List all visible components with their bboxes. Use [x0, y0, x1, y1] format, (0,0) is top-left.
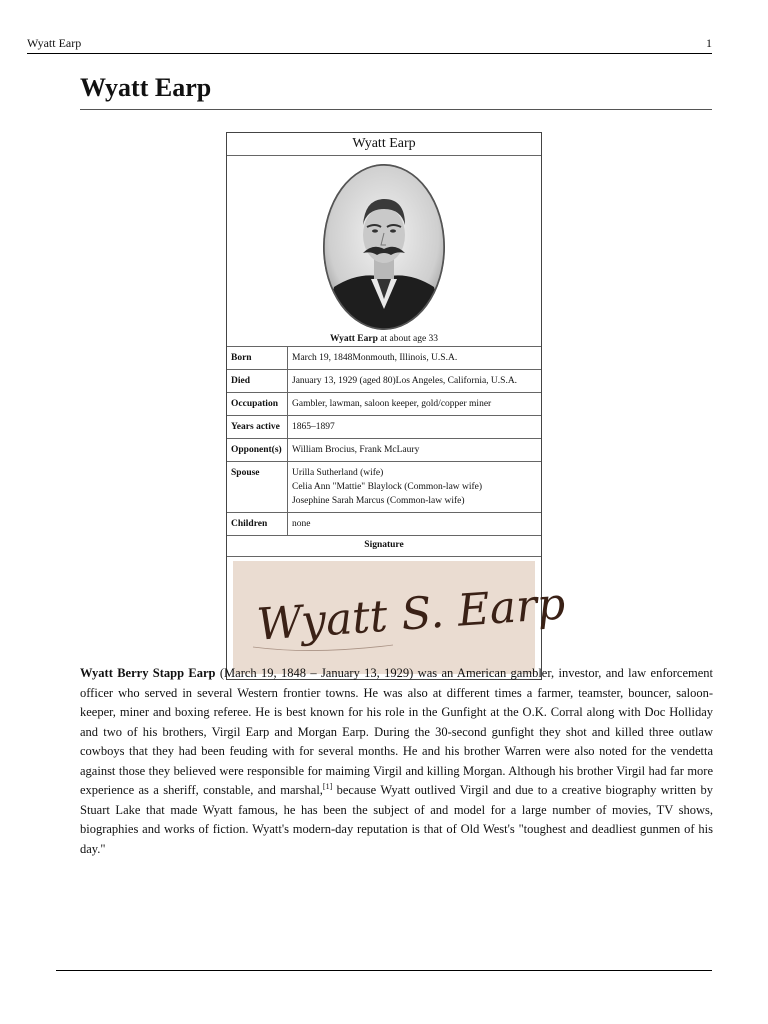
title-divider	[80, 109, 712, 110]
header-divider	[27, 53, 712, 54]
infobox-label: Spouse	[227, 462, 288, 512]
infobox-row-years-active	[227, 416, 541, 439]
article-paragraph	[80, 664, 713, 859]
portrait-image	[227, 156, 541, 331]
infobox-row-died	[227, 370, 541, 393]
portrait-caption-text: at about age 33	[377, 334, 439, 344]
infobox-row-spouse	[227, 462, 541, 513]
running-head-title: Wyatt Earp	[27, 36, 82, 50]
signature-drawing	[233, 561, 567, 674]
occupation-value: Gambler, lawman, saloon keeper, gold/copper miner	[292, 399, 492, 409]
infobox-row-opponents	[227, 439, 541, 462]
portrait-caption-name: Wyatt Earp	[329, 334, 378, 344]
infobox-value	[288, 416, 541, 438]
portrait-photo	[319, 159, 449, 331]
spouse-value: Urilla Sutherland (wife)	[292, 468, 384, 478]
infobox	[226, 132, 567, 680]
infobox-row-occupation	[227, 393, 541, 416]
infobox-label: Opponent(s)	[227, 439, 288, 461]
years-active-value: 1865–1897	[292, 422, 335, 432]
spouse-value: Josephine Sarah Marcus (Common-law wife)	[292, 496, 465, 506]
article-text-2: because Wyatt outlived Virgil and due to a creative biography written by Stuart Lake that made Wyatt famous, he has been the subject of and model for a large number of movies, TV shows, biographies and works of fiction. Wyatt's modern-day reputation is that of Old West's "toughest and deadliest gunmen of his day."	[80, 783, 713, 856]
died-value: January 13, 1929 (aged 80)Los Angeles, California, U.S.A.	[292, 376, 518, 386]
spouse-value: Celia Ann "Mattie" Blaylock (Common-law wife)	[292, 482, 483, 492]
infobox-label: Born	[227, 347, 288, 369]
footer-divider	[56, 970, 712, 971]
article-lead-name: Wyatt Berry Stapp Earp	[80, 666, 216, 680]
infobox-label: Years active	[227, 416, 288, 438]
signature-heading: Signature	[227, 536, 541, 557]
infobox-value	[288, 370, 541, 392]
opponents-value: William Brocius, Frank McLaury	[292, 445, 420, 455]
infobox-label: Died	[227, 370, 288, 392]
page-number: 1	[706, 36, 712, 50]
infobox-row-born	[227, 347, 541, 370]
born-value: March 19, 1848Monmouth, Illinois, U.S.A.	[292, 353, 458, 363]
infobox-value	[288, 347, 541, 369]
infobox-value	[288, 393, 541, 415]
signature-image	[227, 557, 567, 679]
infobox-label: Occupation	[227, 393, 288, 415]
infobox-label: Children	[227, 513, 288, 535]
children-value: none	[292, 519, 311, 529]
infobox-value	[288, 513, 541, 535]
infobox-value	[288, 439, 541, 461]
portrait-caption	[227, 331, 541, 347]
article-text-1: (March 19, 1848 – January 13, 1929) was an American gambler, investor, and law enforcement officer who served in several Western frontier towns. He was also at different times a farmer, teamster, bouncer, saloon-keeper, miner and boxing referee. He is best known for his role in the Gunfight at the O.K. Corral along with Doc Holliday and two of his brothers, Virgil Earp and Morgan Earp. During the 30-second gunfight they shot and killed three outlaw cowboys that they had been feuding with for several months. He and his brother Warren were also noted for the vendetta against those they believed were responsible for maiming Virgil and killing Morgan. Although his brother Virgil had far more experience as a sheriff, constable, and marshal,	[80, 666, 713, 797]
footnote-ref[interactable]: [1]	[322, 781, 333, 791]
infobox-title: Wyatt Earp	[227, 133, 541, 156]
page-title: Wyatt Earp	[80, 73, 212, 102]
running-head	[27, 36, 712, 51]
infobox-value	[288, 462, 541, 512]
infobox-row-children	[227, 513, 541, 536]
signature-text: Wyatt S. Earp	[255, 578, 567, 651]
